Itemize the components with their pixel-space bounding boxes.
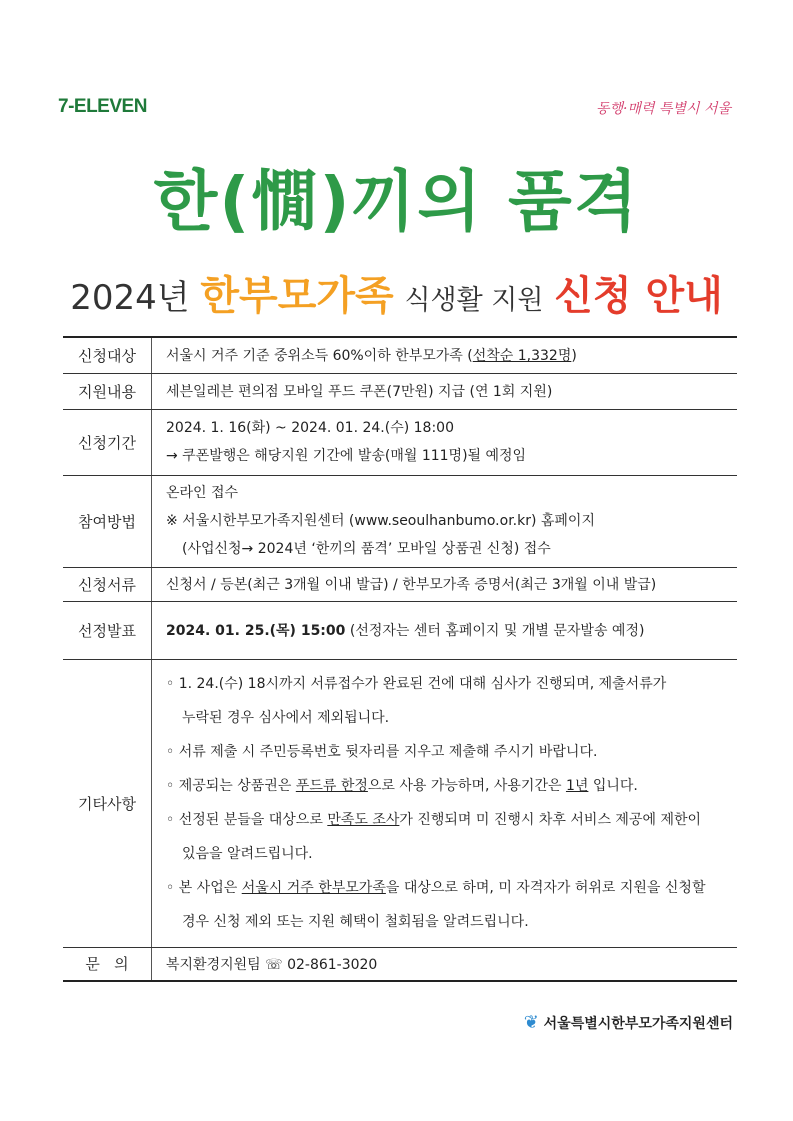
row-label: 신청서류 bbox=[63, 567, 152, 601]
row-line: 온라인 접수 bbox=[166, 485, 239, 501]
note-line: 있음을 알려드립니다. bbox=[182, 846, 313, 862]
main-title: 한(憪)끼의 품격 bbox=[153, 163, 640, 240]
row-value bbox=[152, 337, 738, 373]
row-value bbox=[152, 601, 738, 659]
note-underlined: 서울시 거주 한부모가족 bbox=[241, 880, 386, 896]
note-line: ◦ 1. 24.(수) 18시까지 서류접수가 완료된 건에 대해 심사가 진행되며, 제출서류가 bbox=[166, 676, 667, 692]
sub-title-end: 신청 안내 bbox=[554, 273, 723, 319]
note-line: 누락된 경우 심사에서 제외됩니다. bbox=[182, 710, 390, 726]
row-text-underlined: 선착순 1,332명 bbox=[472, 348, 572, 365]
note-text: 입니다. bbox=[588, 778, 638, 794]
row-label: 지원내용 bbox=[63, 373, 152, 409]
note-underlined: 만족도 조사 bbox=[327, 812, 400, 828]
announce-date: 2024. 01. 25.(목) 15:00 bbox=[166, 623, 346, 639]
row-text: 서울시 거주 기준 중위소득 60%이하 한부모가족 ( bbox=[166, 348, 473, 365]
note-underlined: 푸드류 한정 bbox=[295, 778, 368, 794]
row-value: 복지환경지원팀 ☏ 02-861-3020 bbox=[152, 947, 738, 981]
note-text: ◦ 본 사업은 bbox=[166, 880, 242, 896]
note-text: 으로 사용 가능하며, 사용기간은 bbox=[367, 778, 566, 794]
note-text: ◦ 선정된 분들을 대상으로 bbox=[166, 812, 328, 828]
row-line: ※ 서울시한부모가족지원센터 (www.seoulhanbumo.or.kr) 홈페이지 bbox=[166, 513, 595, 529]
note-line: ◦ 서류 제출 시 주민등록번호 뒷자리를 지우고 제출해 주시기 바랍니다. bbox=[166, 744, 598, 760]
row-line: (사업신청→ 2024년 ‘한끼의 품격’ 모바일 상품권 신청) 접수 bbox=[182, 541, 551, 557]
row-value bbox=[152, 659, 738, 947]
note-underlined: 1년 bbox=[565, 778, 589, 794]
table-row bbox=[63, 601, 737, 659]
table-row bbox=[63, 409, 737, 475]
table-row bbox=[63, 337, 737, 373]
seoul-city-logo: 동행·매력 특별시 서울 bbox=[595, 101, 731, 117]
row-line: → 쿠폰발행은 해당지원 기간에 발송(매월 111명)될 예정임 bbox=[166, 448, 527, 464]
note-line bbox=[166, 803, 737, 837]
row-value: 세븐일레븐 편의점 모바일 푸드 쿠폰(7만원) 지급 (연 1회 지원) bbox=[152, 373, 738, 409]
note-text: 가 진행되며 미 진행시 차후 서비스 제공에 제한이 bbox=[399, 812, 702, 828]
note-text: ◦ 제공되는 상품권은 bbox=[166, 778, 296, 794]
table-row bbox=[63, 567, 737, 601]
sub-title-mid: 식생활 지원 bbox=[404, 285, 544, 316]
row-text: ) bbox=[571, 348, 577, 365]
row-label: 신청대상 bbox=[63, 337, 152, 373]
footer-org-name: 서울특별시한부모가족지원센터 bbox=[543, 1016, 733, 1032]
note-text: 을 대상으로 하며, 미 자격자가 허위로 지원을 신청할 bbox=[385, 880, 706, 896]
row-line: 2024. 1. 16(화) ~ 2024. 01. 24.(수) 18:00 bbox=[166, 420, 454, 436]
sub-title-highlight: 한부모가족 bbox=[200, 273, 394, 319]
row-label: 기타사항 bbox=[63, 659, 152, 947]
row-text: (선정자는 센터 홈페이지 및 개별 문자발송 예정) bbox=[345, 623, 645, 639]
row-value bbox=[152, 475, 738, 567]
row-label: 신청기간 bbox=[63, 409, 152, 475]
row-label: 문 의 bbox=[63, 947, 152, 981]
sub-title-year: 2024년 bbox=[70, 278, 190, 318]
row-label: 참여방법 bbox=[63, 475, 152, 567]
sub-title bbox=[0, 264, 793, 321]
org-logo-icon: ❦ bbox=[523, 1012, 539, 1033]
row-value: 신청서 / 등본(최근 3개월 이내 발급) / 한부모가족 증명서(최근 3개월 이내 발급) bbox=[152, 567, 738, 601]
table-row bbox=[63, 659, 737, 947]
table-row bbox=[63, 475, 737, 567]
note-line: 경우 신청 제외 또는 지원 혜택이 철회됨을 알려드립니다. bbox=[182, 914, 529, 930]
seven-eleven-logo: 7-ELEVEN bbox=[58, 96, 147, 117]
note-line bbox=[166, 871, 737, 905]
info-table bbox=[63, 336, 737, 982]
table-row bbox=[63, 947, 737, 981]
footer-org bbox=[524, 1012, 733, 1033]
row-label: 선정발표 bbox=[63, 601, 152, 659]
table-row bbox=[63, 373, 737, 409]
row-value bbox=[152, 409, 738, 475]
note-line bbox=[166, 769, 737, 803]
